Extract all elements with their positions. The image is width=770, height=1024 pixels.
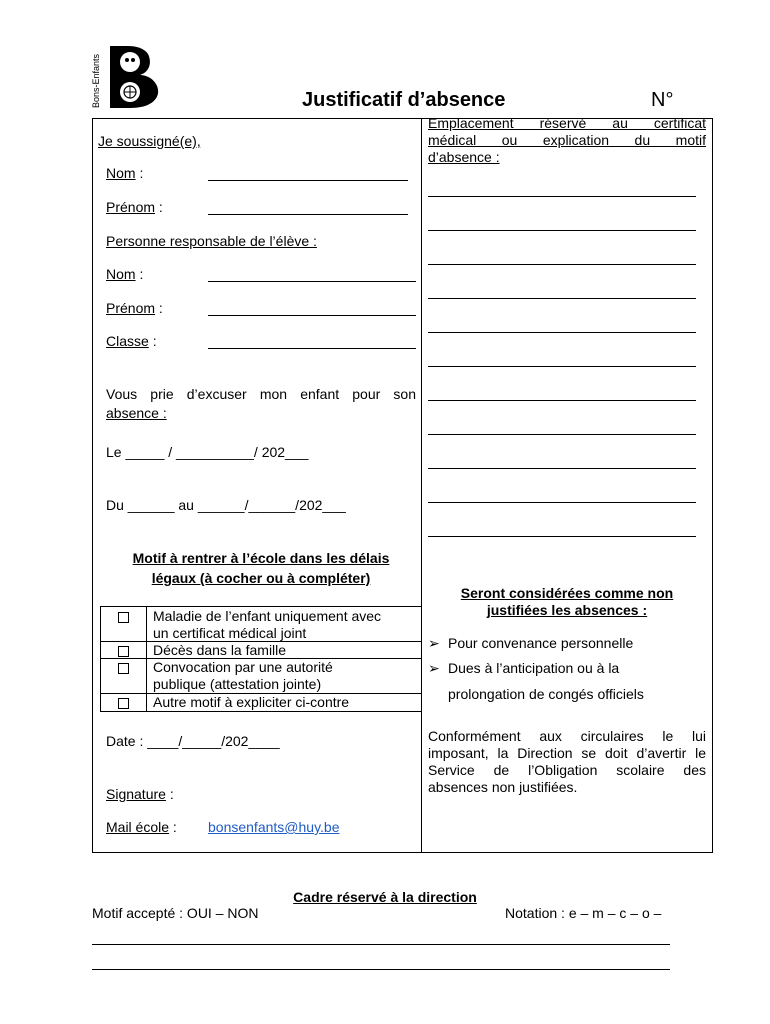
checkbox-deces[interactable] — [118, 646, 129, 657]
responsable-nom-field[interactable] — [208, 281, 416, 282]
responsable-label: Personne responsable de l’élève : — [106, 233, 317, 249]
nom-field[interactable] — [208, 180, 408, 181]
signature-label: Signature : — [106, 786, 174, 802]
notation-label: Notation : e – m – c – o – — [505, 905, 662, 921]
motif-maladie-text: Maladie de l’enfant uniquement avec un certificat médical joint — [153, 608, 382, 641]
motif-convocation-text: Convocation par une autorité publique (attestation jointe) — [153, 659, 333, 692]
vous-prie-line2: absence : — [106, 405, 167, 421]
le-date-field[interactable]: Le _____ / __________/ 202___ — [106, 444, 309, 460]
je-soussigne-label: Je soussigné(e), — [98, 133, 201, 149]
prenom-label: Prénom : — [106, 199, 163, 215]
page-title: Justificatif d’absence — [302, 89, 506, 111]
motif-title-line2: légaux (à cocher ou à compléter) — [151, 570, 371, 586]
number-label: N° — [651, 89, 674, 111]
motif-deces-text: Décès dans la famille — [153, 642, 287, 658]
conformement-line4: absences non justifiées. — [428, 779, 578, 795]
arrow-bullet-icon: ➢ — [428, 660, 440, 676]
non-justifiees-line1: Seront considérées comme non — [460, 585, 674, 601]
nom-label: Nom : — [106, 165, 144, 181]
emplacement-line1: Emplacement réservé au certificat — [428, 115, 706, 131]
arrow-bullet-icon: ➢ — [428, 635, 440, 651]
responsable-prenom-label: Prénom : — [106, 300, 163, 316]
classe-field[interactable] — [208, 348, 416, 349]
motif-row-autre — [100, 694, 422, 711]
cadre-direction-title: Cadre réservé à la direction — [293, 889, 477, 905]
motif-accepte-label: Motif accepté : OUI – NON — [92, 905, 259, 921]
prenom-field[interactable] — [208, 214, 408, 215]
bullet-anticipation: ➢ Dues à l’anticipation ou à la — [428, 660, 620, 676]
du-date-field[interactable]: Du ______ au ______/______/202___ — [106, 497, 346, 513]
motif-row-deces — [100, 642, 422, 659]
conformement-line2: imposant, la Direction se doit d’avertir le — [428, 745, 706, 761]
bullet-prolongation: prolongation de congés officiels — [448, 686, 644, 702]
bons-enfants-logo-icon — [100, 42, 166, 112]
mail-link[interactable]: bonsenfants@huy.be — [208, 819, 340, 835]
motif-row-maladie — [100, 608, 422, 642]
date-field[interactable]: Date : ____/_____/202____ — [106, 733, 280, 749]
bullet-convenance: ➢ Pour convenance personnelle — [428, 635, 634, 651]
conformement-line1: Conformément aux circulaires le lui — [428, 728, 706, 744]
non-justifiees-line2: justifiées les absences : — [486, 602, 648, 618]
logo-side-text: Bons-Enfants — [91, 53, 101, 108]
motif-row-convocation — [100, 659, 422, 693]
checkbox-maladie[interactable] — [118, 612, 129, 623]
motif-autre-text: Autre motif à expliciter ci-contre — [153, 694, 350, 710]
mail-row: Mail école : — [106, 819, 177, 835]
emplacement-line2: médical ou explication du motif — [428, 132, 706, 148]
checkbox-convocation[interactable] — [118, 663, 129, 674]
conformement-line3: Service de l’Obligation scolaire des — [428, 762, 706, 778]
responsable-nom-label: Nom : — [106, 266, 144, 282]
motif-title-line1: Motif à rentrer à l’école dans les délais — [132, 550, 390, 566]
responsable-prenom-field[interactable] — [208, 315, 416, 316]
vous-prie-line1: Vous prie d’excuser mon enfant pour son — [106, 386, 416, 402]
checkbox-autre[interactable] — [118, 698, 129, 709]
classe-label: Classe : — [106, 333, 157, 349]
emplacement-line3: d’absence : — [428, 149, 500, 165]
